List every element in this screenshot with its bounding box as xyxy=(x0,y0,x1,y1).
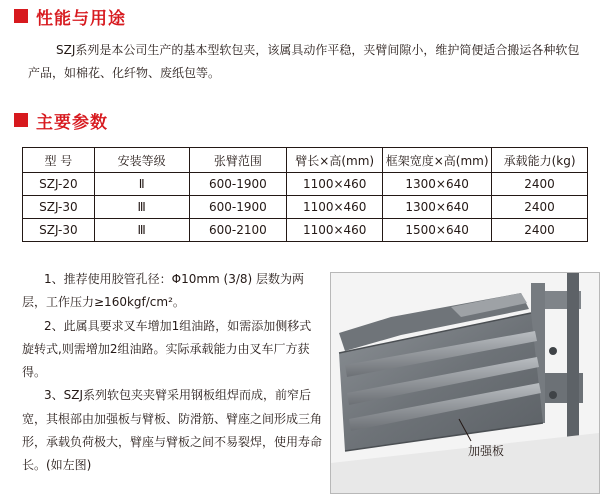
header-cell: 臂长×高(mm) xyxy=(287,148,383,173)
table-cell: 1300×640 xyxy=(383,196,492,219)
header-cell: 张臂范围 xyxy=(189,148,287,173)
product-photo xyxy=(330,272,600,494)
table-cell: SZJ-20 xyxy=(23,173,95,196)
section-header-parameters xyxy=(14,108,108,132)
header-cell: 承载能力(kg) xyxy=(492,148,588,173)
table-cell: 1300×640 xyxy=(383,173,492,196)
table-cell: 1100×460 xyxy=(287,219,383,242)
header-cell: 框架宽度×高(mm) xyxy=(383,148,492,173)
note-paragraph: 2、此属具要求叉车增加1组油路，如需添加侧移式旋转式,则需增加2组油路。实际承载能力由叉车厂方获得。 xyxy=(22,318,312,380)
note-paragraph: 3、SZJ系列软包夹夹臂采用钢板组焊而成，前窄后宽，其根部由加强板与臂板、防滑筋、臂座之间形成三角形，承载负荷极大，臂座与臂板之间不易裂焊，使用寿命长。(如左图) xyxy=(22,388,323,473)
parameters-table xyxy=(22,147,588,242)
notes-block xyxy=(22,268,322,478)
table-cell: 2400 xyxy=(492,173,588,196)
table-cell: Ⅲ xyxy=(94,219,189,242)
red-square-icon xyxy=(14,113,28,127)
table-cell: 1100×460 xyxy=(287,173,383,196)
table-row xyxy=(23,173,588,196)
table-cell: Ⅱ xyxy=(94,173,189,196)
section-title: 主要参数 xyxy=(36,112,108,133)
table-cell: 600-1900 xyxy=(189,196,287,219)
clamp-arm-illustration xyxy=(331,273,599,493)
table-cell: 1500×640 xyxy=(383,219,492,242)
section-header-performance xyxy=(14,4,126,28)
table-cell: 600-2100 xyxy=(189,219,287,242)
header-cell: 型 号 xyxy=(23,148,95,173)
note-paragraph: 1、推荐使用胶管孔径：Φ10mm (3/8) 层数为两层，工作压力≥160kgf/cm²。 xyxy=(22,272,305,310)
table-cell: Ⅲ xyxy=(94,196,189,219)
table-row xyxy=(23,219,588,242)
table-cell: 2400 xyxy=(492,219,588,242)
header-cell: 安装等级 xyxy=(94,148,189,173)
table-cell: 600-1900 xyxy=(189,173,287,196)
red-square-icon xyxy=(14,9,28,23)
table-row xyxy=(23,196,588,219)
table-cell: 1100×460 xyxy=(287,196,383,219)
intro-paragraph: SZJ系列是本公司生产的基本型软包夹，该属具动作平稳，夹臂间隙小，维护简便适合搬运各种软包产品，如棉花、化纤物、废纸包等。 xyxy=(28,43,580,80)
section-title: 性能与用途 xyxy=(36,8,126,29)
table-cell: 2400 xyxy=(492,196,588,219)
table-header-row xyxy=(23,148,588,173)
table-cell: SZJ-30 xyxy=(23,196,95,219)
table-cell: SZJ-30 xyxy=(23,219,95,242)
photo-caption: 加强板 xyxy=(468,444,505,458)
